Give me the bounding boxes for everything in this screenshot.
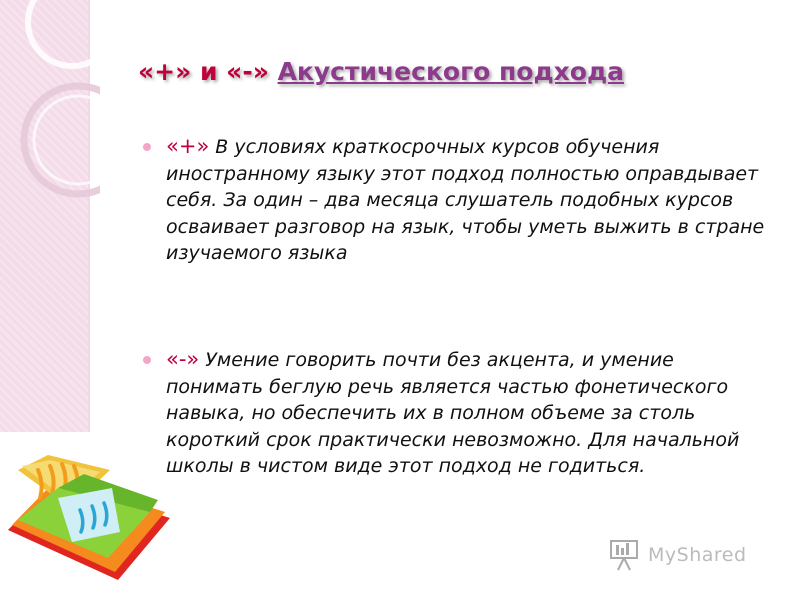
plus-mark: «+» — [166, 134, 210, 158]
slide-title — [138, 57, 624, 86]
minus-mark: «-» — [166, 347, 200, 371]
title-link[interactable]: Акустического подхода — [277, 57, 625, 86]
decorative-circles — [0, 0, 100, 210]
watermark — [608, 538, 747, 572]
open-book-icon — [0, 430, 180, 595]
bullet-text: В условиях краткосрочных курсов обучения иностранному языку этот подход полностью оправдывает себя. За один – два месяца слушатель подобных курсов осваивает разговор на язык, чтобы уметь выжить в стране изучаемого языка — [166, 136, 765, 264]
title-prefix: «+» и «-» — [138, 57, 278, 86]
bullet-dot — [143, 143, 151, 151]
bullet-item — [143, 346, 773, 480]
bullet-dot — [143, 356, 151, 364]
watermark-text: MyShared — [648, 544, 747, 566]
presentation-board-icon — [608, 538, 642, 572]
bullet-text: Умение говорить почти без акцента, и умение понимать беглую речь является частью фонетического навыка, но обеспечить их в полном объеме за столь короткий срок практически невозможно. Для начальной школы в чистом виде этот подход не годиться. — [166, 349, 740, 477]
bullet-item — [143, 133, 773, 267]
